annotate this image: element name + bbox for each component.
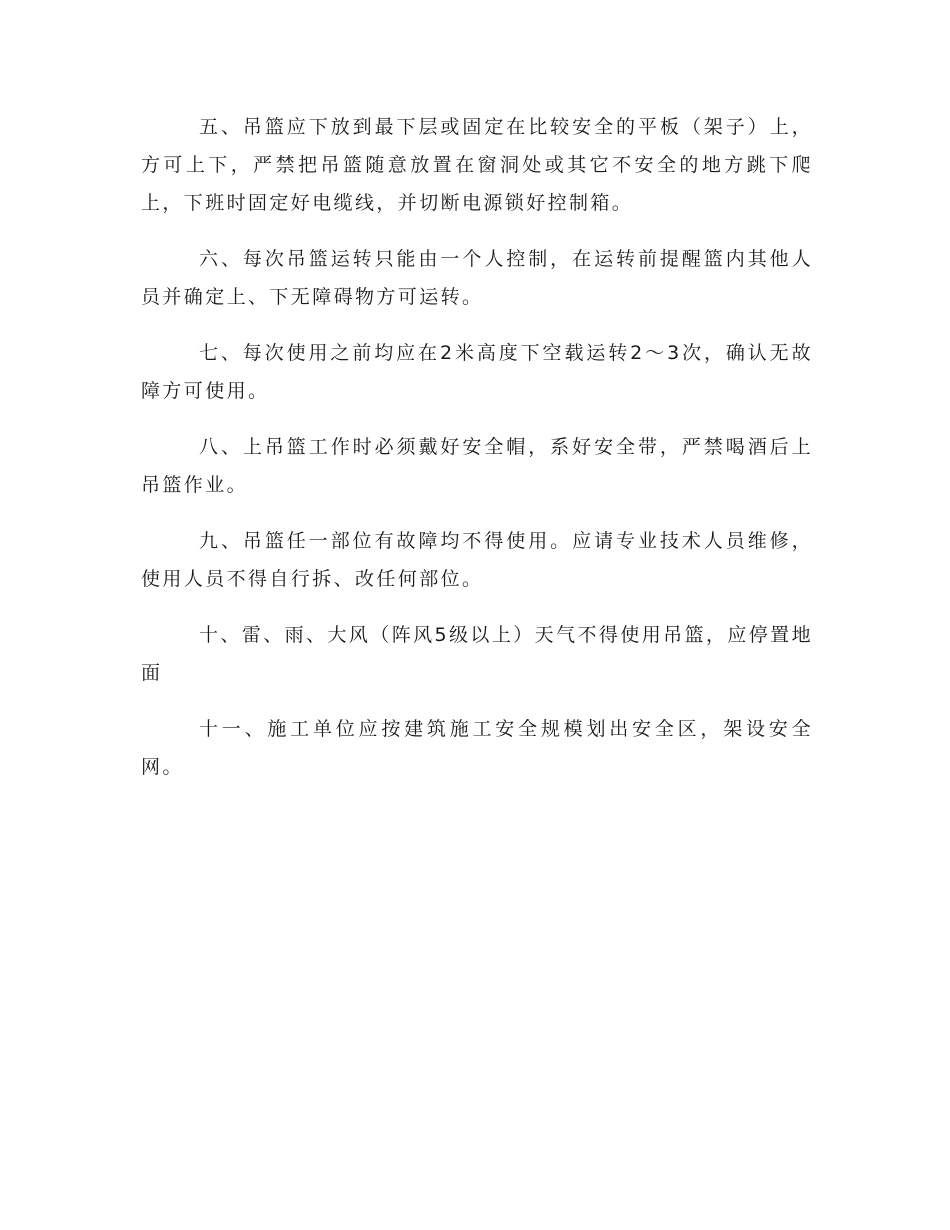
paragraph-6: 六、每次吊篮运转只能由一个人控制，在运转前提醒篮内其他人员并确定上、下无障碍物方可运转。 xyxy=(141,248,813,308)
paragraph-9: 九、吊篮任一部位有故障均不得使用。应请专业技术人员维修，使用人员不得自行拆、改任何部位。 xyxy=(141,530,813,590)
paragraph-5: 五、吊篮应下放到最下层或固定在比较安全的平板（架子）上，方可上下，严禁把吊篮随意放置在窗洞处或其它不安全的地方跳下爬上，下班时固定好电缆线，并切断电源锁好控制箱。 xyxy=(141,116,813,214)
paragraph-7: 七、每次使用之前均应在2米高度下空载运转2～3次，确认无故障方可使用。 xyxy=(141,342,813,402)
document-body xyxy=(141,108,813,804)
paragraph-11: 十一、施工单位应按建筑施工安全规模划出安全区，架设安全网。 xyxy=(141,718,813,778)
paragraph-8: 八、上吊篮工作时必须戴好安全帽，系好安全带，严禁喝酒后上吊篮作业。 xyxy=(141,436,813,496)
paragraph-10: 十、雷、雨、大风（阵风5级以上）天气不得使用吊篮，应停置地面 xyxy=(141,624,813,684)
